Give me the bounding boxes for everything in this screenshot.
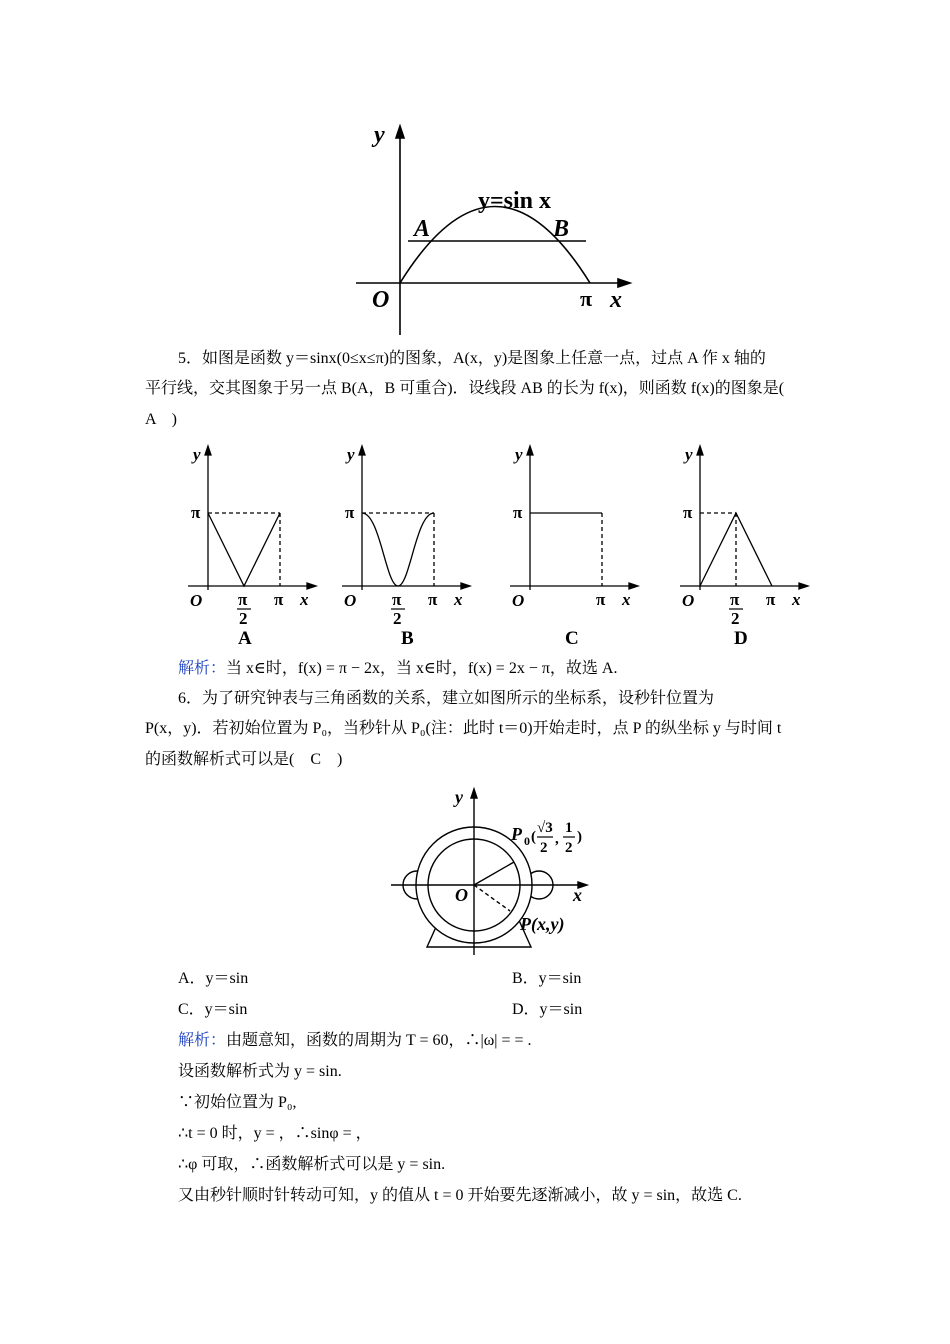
svg-text:O: O xyxy=(344,591,357,610)
svg-text:O: O xyxy=(455,885,468,905)
svg-text:P: P xyxy=(511,824,522,844)
svg-text:): ) xyxy=(577,829,582,845)
svg-text:x: x xyxy=(573,885,582,905)
svg-text:0: 0 xyxy=(524,834,530,848)
q6-solution-line5: ∴φ 可取，∴函数解析式可以是 y = sin. xyxy=(178,1156,446,1173)
svg-text:O: O xyxy=(512,591,525,610)
q6-line2: P(x，y)．若初始位置为 P₀，当秒针从 P₀(注：此时 t＝0)开始走时，点 P 的纵坐标 y 与时间 t xyxy=(145,720,782,737)
svg-text:x: x xyxy=(300,590,309,609)
svg-text:2: 2 xyxy=(239,609,248,628)
svg-text:π: π xyxy=(730,590,740,609)
graph-label-d: D xyxy=(734,628,748,649)
svg-text:x: x xyxy=(622,590,631,609)
svg-text:x: x xyxy=(454,590,463,609)
svg-text:O: O xyxy=(682,591,695,610)
solution-tag: 解析： xyxy=(178,660,227,677)
svg-text:y: y xyxy=(515,445,523,464)
q6-option-a: A．y＝sin xyxy=(178,970,249,987)
q6-option-d: D．y＝sin xyxy=(512,1001,583,1018)
q6-solution-line3: ∵初始位置为 P₀, xyxy=(178,1094,297,1111)
svg-text:π: π xyxy=(513,503,523,522)
q5-solution: 解析：当 x∈时，f(x) = π − 2x，当 x∈时，f(x) = 2x − π，故选 A. xyxy=(178,660,618,677)
svg-text:2: 2 xyxy=(393,609,402,628)
q6-solution-line6: 又由秒针顺时针转动可知，y 的值从 t = 0 开始要先逐渐减小，故 y = sin，故选 C. xyxy=(178,1187,742,1204)
x-axis-label: x xyxy=(610,287,622,313)
svg-text:y: y xyxy=(193,445,201,464)
svg-text:1: 1 xyxy=(565,820,573,836)
q6-line1: 6．为了研究钟表与三角函数的关系，建立如图所示的坐标系，设秒针位置为 xyxy=(178,690,715,707)
svg-text:π: π xyxy=(766,590,776,609)
svg-text:π: π xyxy=(274,590,284,609)
solution-tag: 解析： xyxy=(178,1032,227,1049)
graph-label-a: A xyxy=(238,628,252,649)
point-b-label: B xyxy=(553,216,570,242)
svg-text:π: π xyxy=(683,503,693,522)
svg-text:,: , xyxy=(555,831,559,847)
curve-label: y=sin x xyxy=(478,188,552,214)
q6-solution-line2: 设函数解析式为 y = sin. xyxy=(178,1063,342,1080)
pi-label: π xyxy=(580,286,593,311)
q6-line3: 的函数解析式可以是( C ) xyxy=(145,751,343,768)
svg-text:π: π xyxy=(428,590,438,609)
svg-text:(: ( xyxy=(531,829,536,845)
svg-text:π: π xyxy=(238,590,248,609)
q6-option-c: C．y＝sin xyxy=(178,1001,248,1018)
y-axis-label: y xyxy=(374,122,385,148)
svg-text:y: y xyxy=(455,787,463,807)
q6-solution-line4: ∴t = 0 时，y = ，∴sinφ = ， xyxy=(178,1125,372,1142)
svg-text:2: 2 xyxy=(731,609,740,628)
q5-line3: A ) xyxy=(145,411,178,428)
q6-solution-line1: 解析：由题意知，函数的周期为 T = 60，∴|ω| = = . xyxy=(178,1032,532,1049)
svg-text:√3: √3 xyxy=(537,820,553,836)
graph-b-curve xyxy=(362,513,434,586)
svg-text:y: y xyxy=(685,445,693,464)
origin-label: O xyxy=(372,287,390,313)
svg-text:π: π xyxy=(191,503,201,522)
svg-text:π: π xyxy=(392,590,402,609)
graph-a-line xyxy=(208,513,280,586)
svg-text:y: y xyxy=(347,445,355,464)
graph-label-b: B xyxy=(401,628,414,649)
point-a-label: A xyxy=(414,216,431,242)
option-graphs xyxy=(180,440,820,650)
svg-text:x: x xyxy=(792,590,801,609)
graph-label-c: C xyxy=(565,628,579,649)
sine-figure xyxy=(350,120,640,345)
q6-option-b: B．y＝sin xyxy=(512,970,582,987)
svg-text:2: 2 xyxy=(540,840,548,856)
q5-line2: 平行线，交其图象于另一点 B(A，B 可重合)．设线段 AB 的长为 f(x)，则函数 f(x)的图象是( xyxy=(145,380,785,397)
svg-text:2: 2 xyxy=(565,840,573,856)
svg-text:π: π xyxy=(345,503,355,522)
svg-text:π: π xyxy=(596,590,606,609)
svg-text:O: O xyxy=(190,591,203,610)
svg-text:P(x,y): P(x,y) xyxy=(520,914,565,934)
clock-figure xyxy=(385,783,605,963)
q5-line1: 5．如图是函数 y＝sinx(0≤x≤π)的图象，A(x，y)是图象上任意一点，过点 A 作 x 轴的 xyxy=(178,350,766,367)
